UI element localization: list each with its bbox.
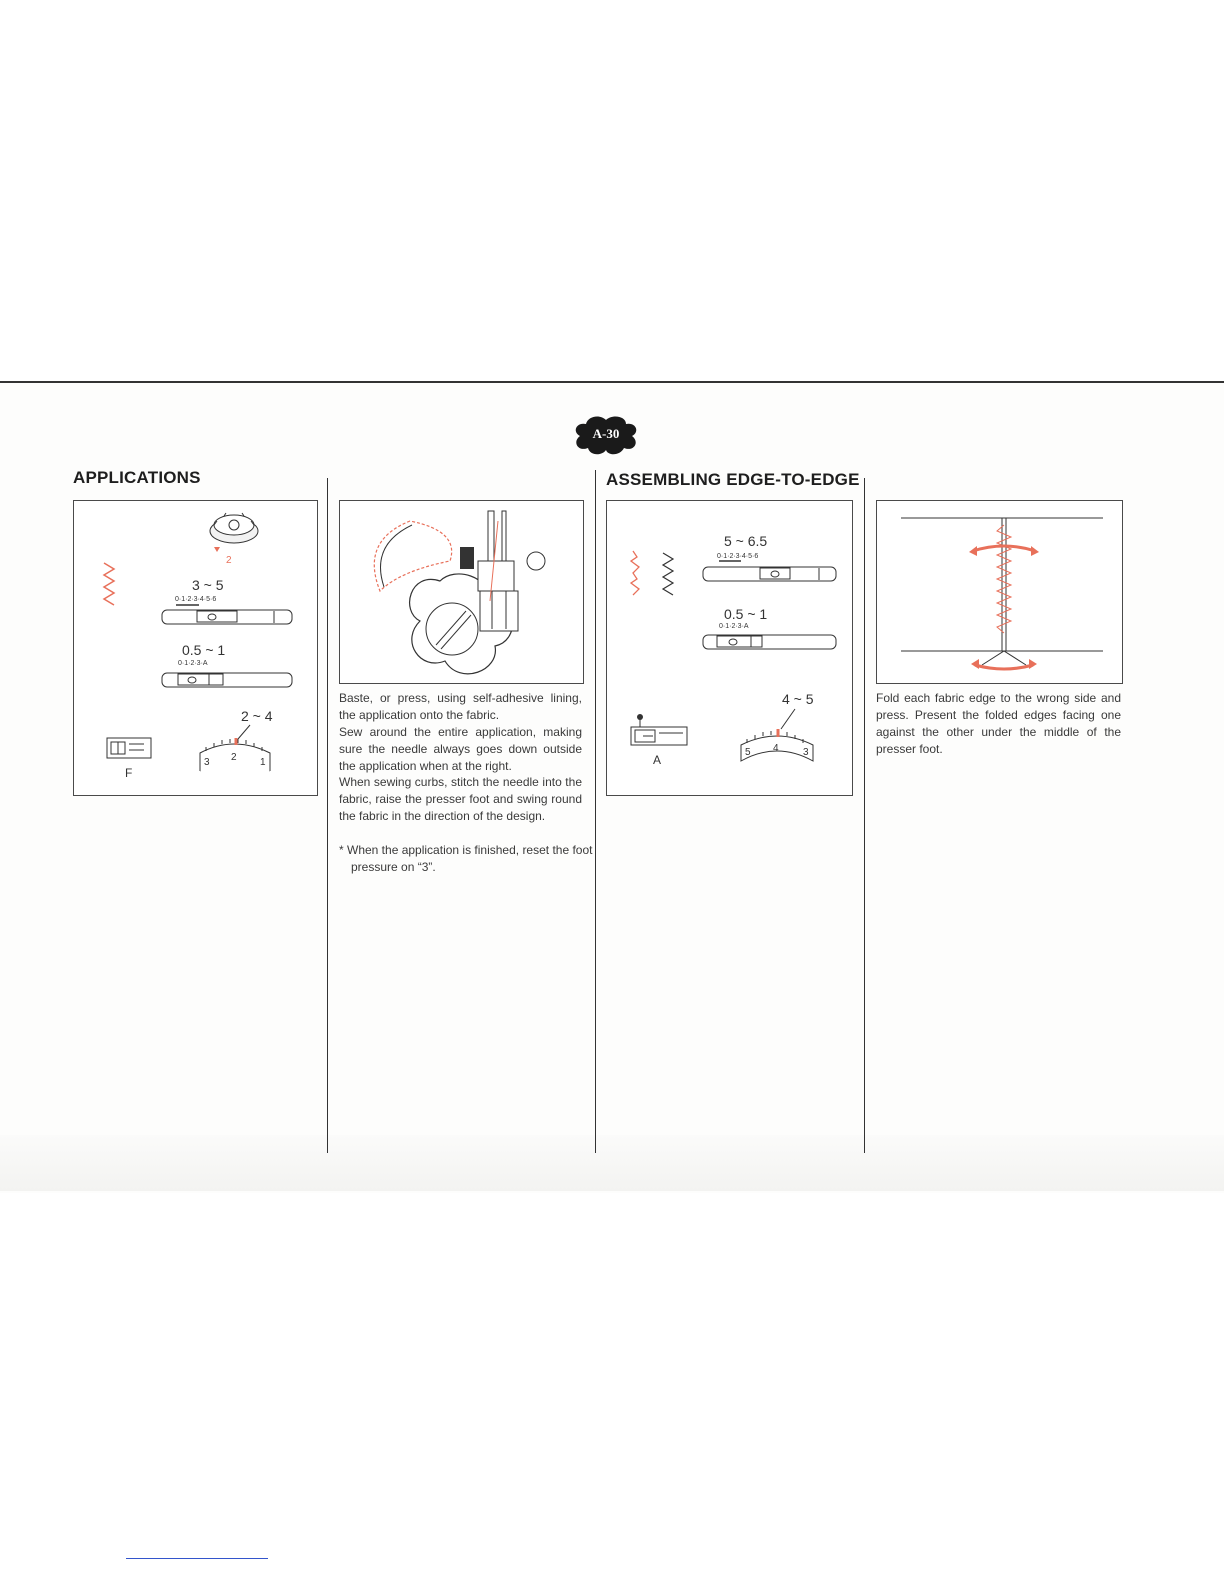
- fold-seam: [982, 651, 1026, 665]
- edge-to-edge-instructions: Fold each fabric edge to the wrong side and press. Present the folded edges facing one against the other under the middle of the presser foot.: [876, 691, 1121, 756]
- stitch-length-scale: 0·1·2·3·4·5·6: [175, 596, 217, 603]
- dial-number-mid: 2: [231, 752, 237, 763]
- applications-paragraph-2: Sew around the entire application, making sure the needle always goes down outside the application when at the right.: [339, 725, 582, 773]
- folded-edges-illustration: [877, 501, 1122, 683]
- tension-pointer-label: 2: [226, 555, 232, 566]
- presser-foot-f-icon: [107, 738, 151, 758]
- edge-to-edge-title: ASSEMBLING EDGE-TO-EDGE: [606, 470, 860, 489]
- stitch-length-range: 3 ~ 5: [192, 577, 224, 593]
- stitch-width-scale: 0·1·2·3·A: [719, 623, 749, 630]
- presser-foot-label: F: [125, 766, 133, 780]
- multi-zigzag-stitch-icon: [631, 551, 639, 595]
- stitch-width-scale: 0·1·2·3·A: [178, 660, 208, 667]
- pressure-range: 2 ~ 4: [241, 708, 273, 724]
- tension-knob-icon: [210, 513, 258, 552]
- column-divider-2: [595, 470, 596, 1153]
- folded-edges-figure: [876, 500, 1123, 684]
- applications-note: * When the application is finished, reset the foot pressure on “3”.: [339, 843, 593, 874]
- dial-number-left: 3: [204, 757, 210, 768]
- applique-illustration: [340, 501, 583, 683]
- pressure-range: 4 ~ 5: [782, 691, 814, 707]
- edge-zigzag-stitch: [997, 525, 1011, 633]
- swing-arrow-bottom: [975, 665, 1033, 669]
- stitch-width-range: 0.5 ~ 1: [182, 642, 226, 658]
- stitch-width-range: 0.5 ~ 1: [724, 606, 768, 622]
- applications-paragraph-3: When sewing curbs, stitch the needle into the fabric, raise the presser foot and swing round the fabric in the direction of the design.: [339, 775, 582, 823]
- stitch-length-range: 5 ~ 6.5: [724, 533, 768, 549]
- dial-number-left: 5: [745, 747, 751, 758]
- page-bottom-shade: [0, 1135, 1224, 1191]
- applique-sewing-figure: [339, 500, 584, 684]
- dial-number-right: 1: [260, 757, 266, 768]
- stitch-length-slider-icon: [703, 561, 836, 581]
- dial-number-mid: 4: [773, 743, 779, 754]
- stitch-length-slider-icon: [162, 605, 292, 624]
- page-number-badge: A-30: [592, 426, 620, 441]
- column-divider-1: [327, 478, 328, 1153]
- edge-to-edge-settings-figure: [606, 500, 853, 796]
- presser-foot-a-icon: [631, 714, 687, 745]
- stitch-width-slider-icon: [703, 635, 836, 649]
- applications-settings-figure: [73, 500, 318, 796]
- stitch-length-scale: 0·1·2·3·4·5·6: [717, 553, 759, 560]
- presser-foot-label: A: [653, 753, 662, 767]
- dial-number-right: 3: [803, 747, 809, 758]
- applications-title: APPLICATIONS: [73, 468, 201, 487]
- bottom-underline: [126, 1558, 268, 1559]
- swing-arrow-top: [973, 546, 1035, 551]
- stitch-width-slider-icon: [162, 673, 292, 687]
- column-divider-3: [864, 478, 865, 1153]
- zigzag-stitch-icon: [663, 553, 673, 595]
- applications-paragraph-1: Baste, or press, using self-adhesive lining, the application onto the fabric.: [339, 691, 582, 722]
- zigzag-stitch-icon: [104, 563, 114, 605]
